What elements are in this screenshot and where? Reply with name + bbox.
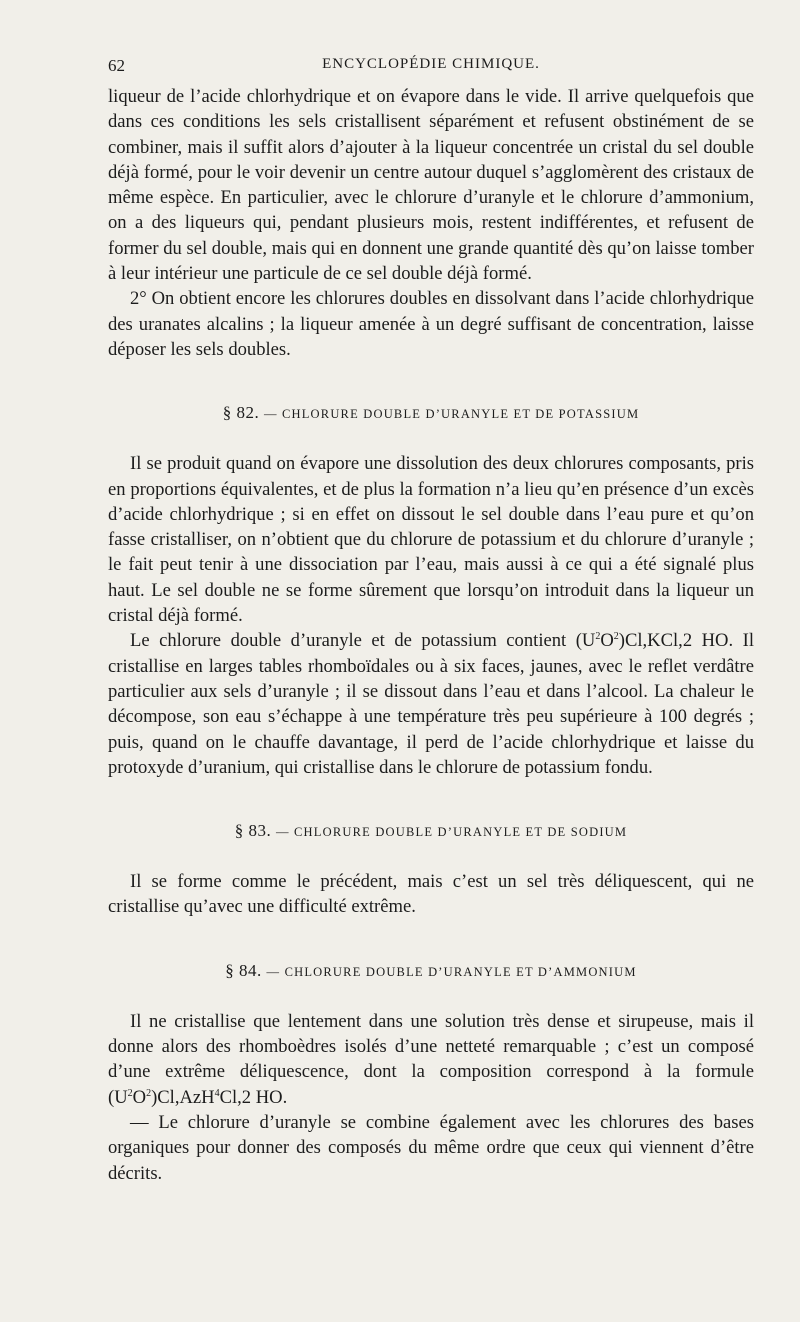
- paragraph: liqueur de l’acide chlorhydrique et on évapore dans le vide. Il arrive quelquefois que dans ces conditions les sels cristallisent séparément et refusent obstinément de se combiner, mais il suffit alors d’ajouter à la liqueur concentrée un cristal du sel double déjà formé, pour le voir devenir un centre autour duquel s’agglomèrent des cristaux de même espèce. En particulier, avec le chlorure d’uranyle et le chlorure d’ammonium, on a des liqueurs qui, pendant plusieurs mois, restent indifférentes, et refusent de former du sel double, mais qui en donnent une grande quantité dès qu’on laisse tomber à leur intérieur une particule de ce sel double déjà formé.: [108, 86, 754, 285]
- text-run: Le chlorure double d’uranyle et de potassium contient (U: [130, 630, 596, 652]
- section-number: § 82.: [222, 403, 260, 423]
- section-number: § 83.: [234, 821, 272, 841]
- page-body: [108, 84, 754, 1186]
- paragraph: [108, 1009, 754, 1110]
- running-header: [108, 56, 754, 82]
- superscript: 2: [146, 1087, 152, 1099]
- text-run: Cl,2 HO.: [219, 1086, 288, 1108]
- section-heading-84: [108, 958, 754, 985]
- section-title: — CHLORURE DOUBLE D’URANYLE ET DE SODIUM: [276, 825, 628, 840]
- paragraph: [108, 628, 754, 780]
- paragraph: Il se produit quand on évapore une dissolution des deux chlorures composants, pris en proportions équivalentes, et de plus la formation n’a lieu qu’en présence d’un excès d’acide chlorhydrique ; si en effet on dissout le sel double dans l’eau pure et qu’on fasse cristalliser, on n’obtient que du chlorure de potassium et du chlorure d’uranyle ; le fait peut tenir à une dissociation par l’eau, mais aussi à ce qui a été signalé plus haut. Le sel double ne se forme sûrement que lorsqu’on introduit dans la liqueur un cristal déjà formé.: [108, 453, 754, 627]
- section-title: — CHLORURE DOUBLE D’URANYLE ET DE POTASSIUM: [263, 407, 640, 422]
- superscript: 2: [595, 631, 601, 643]
- running-title: ENCYCLOPÉDIE CHIMIQUE.: [322, 56, 540, 72]
- section-heading-83: [108, 818, 754, 845]
- paragraph: Il se forme comme le précédent, mais c’est un sel très déliquescent, qui ne cristallise qu’avec une difficulté extrême.: [108, 871, 754, 918]
- text-run: Il ne cristallise que lentement dans une solution très dense et sirupeuse, mais il donne alors des rhomboèdres isolés d’une netteté remarquable ; c’est un composé d’une extrême déliquescence, dont la composition correspond à la formule (U: [108, 1010, 754, 1108]
- text-run: O: [600, 630, 614, 652]
- page-number: 62: [108, 56, 125, 75]
- paragraph: 2° On obtient encore les chlorures doubles en dissolvant dans l’acide chlorhydrique des uranates alcalins ; la liqueur amenée à un degré suffisant de concentration, laisse déposer les sels doubles.: [108, 288, 754, 360]
- section-title: — CHLORURE DOUBLE D’URANYLE ET D’AMMONIUM: [266, 964, 637, 979]
- text-run: O: [132, 1086, 147, 1108]
- superscript: 4: [214, 1087, 220, 1099]
- section-number: § 84.: [225, 960, 262, 980]
- text-run: )Cl,KCl,2 HO. Il cristallise en larges tables rhomboïdales ou à six faces, jaunes, avec le reflet verdâtre particulier aux sels d’uranyle ; il se dissout dans l’eau et dans l’alcool. La chaleur le décompose, son eau s’échappe à une température très peu supérieure à 100 degrés ; puis, quand on le chauffe davantage, il perd de l’acide chlorhydrique et laisse du protoxyde d’uranium, qui cristallise dans le chlorure de potassium fondu.: [108, 630, 754, 778]
- paragraph: — Le chlorure d’uranyle se combine également avec les chlorures des bases organiques pour donner des composés du même ordre que ceux qui viennent d’être décrits.: [108, 1111, 754, 1184]
- superscript: 2: [613, 631, 619, 643]
- text-run: )Cl,AzH: [151, 1086, 215, 1108]
- section-heading-82: [108, 400, 754, 427]
- superscript: 2: [127, 1087, 133, 1099]
